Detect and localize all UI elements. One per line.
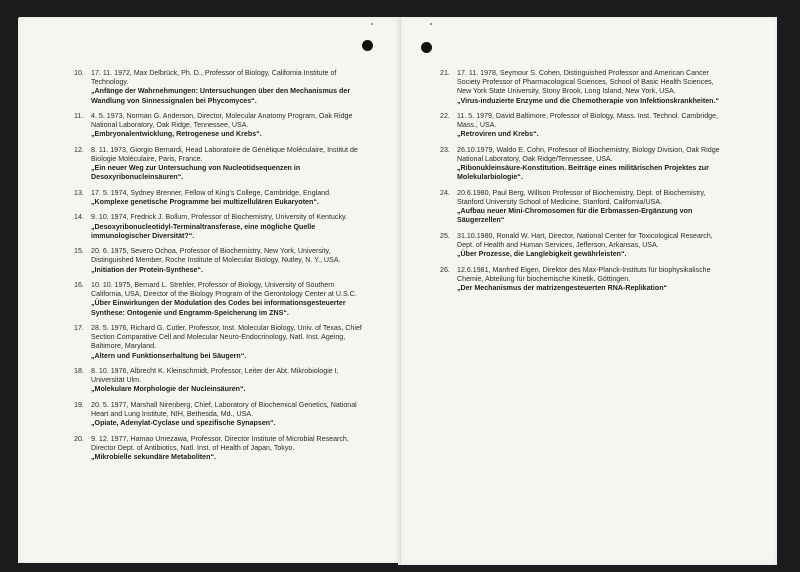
entry-title: „Initiation der Protein-Synthese“. (91, 265, 203, 274)
entry-title: „Mikrobielle sekundäre Metaboliten“. (91, 452, 216, 461)
lecture-entry (74, 367, 368, 395)
entry-text: 12.6.1981, Manfred Eigen, Direktor des Max-Planck-Instituts für biophysikalische Chemie, Abteilung für biochemische Kinetik, Göttingen. (457, 265, 711, 283)
punch-hole (421, 42, 432, 53)
entry-number: 24. (440, 188, 450, 197)
lecture-entry (440, 232, 724, 260)
page-fold (398, 17, 401, 565)
entry-number: 18. (74, 366, 84, 375)
entry-title: „Über Einwirkungen der Modulation des Codes bei informationsgesteuerter Synthese: Ontogenie und Engramm-Speicherung im ZNS“. (91, 299, 346, 317)
lecture-entry (74, 281, 368, 318)
lecture-entry (440, 69, 724, 106)
entry-title: „Opiate, Adenylat-Cyclase und spezifische Synapsen“. (91, 419, 276, 428)
entry-number: 16. (74, 280, 84, 289)
entry-title: „Der Mechanismus der matrizengesteuerten RNA-Replikation“ (457, 284, 668, 292)
lecture-entry (440, 266, 724, 294)
entry-title: „Über Prozesse, die Langlebigkeit gewährleisten“. (457, 250, 627, 259)
entry-number: 13. (74, 188, 84, 197)
entry-text: 20.6.1980, Paul Berg, Willson Professor of Biochemistry, Dept. of Biochemistry, Stanford University School of Medicine, Stanford, California/USA. (457, 188, 706, 206)
entry-number: 12. (74, 145, 84, 154)
entry-number: 11. (74, 112, 84, 120)
lecture-entry (74, 146, 368, 183)
left-column (74, 69, 368, 468)
lecture-entry (74, 247, 368, 275)
entry-text: 9. 12. 1977, Hamao Umezawa, Professor, Director Institute of Microbial Research, Director Dept. of Antibiotics, Natl. Inst. of Health of Japan, Tokyo. (91, 434, 349, 452)
entry-text: 8. 11. 1973, Giorgio Bernardi, Head Laboratoire de Génétique Moléculaire, Institut de Biologie Moléculaire, Paris, France. (91, 145, 358, 163)
entry-title: „Komplexe genetische Programme bei multizellulären Eukaryoten“. (91, 198, 319, 206)
entry-text: 8. 10. 1976, Albrecht K. Kleinschmidt, Professor, Leiter der Abt. Mikrobiologie I, Universität Ulm. (91, 366, 339, 385)
entry-title: „Molekulare Morphologie der Nucleinsäuren“. (91, 385, 246, 394)
lecture-entry (74, 189, 368, 207)
entry-text: 17. 11. 1972, Max Delbrück, Ph. D., Professor of Biology, California Institute of Technology. (91, 69, 337, 87)
entry-number: 17. (74, 323, 84, 332)
entry-text: 20. 5. 1977, Marshall Nirenberg, Chief, Laboratory of Biochemical Genetics, National Heart and Lung Institute, NIH, Bethesda, Md., USA. (91, 400, 357, 418)
lecture-entry (74, 112, 368, 140)
entry-title: „Ein neuer Weg zur Untersuchung von Nucleotidsequenzen in Desoxyribonucleinsäuren“. (91, 164, 301, 182)
entry-text: 20. 6. 1975, Severo Ochoa, Professor of Biochemistry, New York, University, Distinguished Member, Roche Institute of Molecular Biology, Nutley, N. Y., USA. (91, 247, 341, 265)
entry-number: 26. (440, 265, 450, 274)
entry-number: 23. (440, 145, 450, 154)
entry-title: „Ribonukleinsäure-Konstitution. Beiträge eines militärischen Projektes zur Molekularbiologie“. (457, 164, 709, 182)
entry-text: 31.10.1980, Ronald W. Hart, Director, National Center for Toxicological Research, Dept. of Health and Human Services, Jefferson, Arkansas, USA. (457, 231, 713, 249)
entry-number: 19. (74, 400, 84, 409)
lecture-entry (74, 324, 368, 361)
entry-title: „Aufbau neuer Mini-Chromosomen für die Erbmassen-Ergänzung von Säugerzellen“ (457, 207, 693, 225)
entry-title: „Retroviren und Krebs“. (457, 130, 539, 139)
entry-number: 22. (440, 112, 450, 120)
lecture-entry (74, 435, 368, 463)
paper-speck (430, 23, 432, 25)
entry-text: 17. 5. 1974, Sydney Brenner, Fellow of King’s College, Cambridge, England. (91, 188, 332, 197)
entry-number: 10. (74, 69, 84, 77)
entry-text: 10. 10. 1975, Bernard L. Strehler, Professor of Biology, University of Southern California, USA, Director of the Biology Program of the Gerontology Center at U.S.C. (91, 280, 357, 299)
entry-text: 28. 5. 1976, Richard G. Cutler, Professor, Inst. Molecular Biology, Univ. of Texas, Chief Section Comparative Cell and Molecular Neuro-Endocrinology, Natl. Inst. Ageing, Baltimore, Maryland. (91, 323, 362, 351)
lecture-entry (74, 401, 368, 429)
lecture-entry (440, 189, 724, 226)
entry-number: 14. (74, 213, 84, 222)
entry-text: 17. 11. 1978, Seymour S. Cohen, Distinguished Professor and American Cancer Society Professor of Pharmacological Sciences, School of Basic Health Sciences, New York State University, Stony Brook, Long Island, New York, USA. (457, 69, 714, 96)
entry-number: 20. (74, 434, 84, 443)
entry-title: „Altern und Funktionserhaltung bei Säugern“. (91, 351, 247, 360)
lecture-entry (74, 69, 368, 106)
paper-speck (371, 23, 373, 25)
entry-number: 15. (74, 247, 84, 256)
entry-text: 4. 5. 1973, Norman G. Anderson, Director, Molecular Anatomy Program, Oak Ridge National Laboratory, Oak Ridge, Tennessee, USA. (91, 112, 353, 130)
lecture-entry (440, 112, 724, 140)
entry-number: 21. (440, 69, 450, 77)
punch-hole (362, 40, 373, 51)
entry-number: 25. (440, 231, 450, 240)
entry-title: „Desoxyribonucleotidyl-Terminaltransferase, eine mögliche Quelle immunologischer Diversität?“. (91, 222, 316, 240)
entry-text: 26.10.1979, Waldo E. Cohn, Professor of Biochemistry, Biology Division, Oak Ridge National Laboratory, Oak Ridge/Tennessee, USA. (457, 145, 720, 163)
entry-text: 9. 10. 1974, Fredrick J. Bollum, Professor of Biochemistry, University of Kentucky. (91, 213, 347, 222)
entry-title: „Embryonalentwicklung, Retrogenese und Krebs“. (91, 130, 262, 139)
entry-title: „Virus-induzierte Enzyme und die Chemotherapie von Infektionskrankheiten.“ (457, 96, 719, 105)
right-column (440, 69, 724, 299)
lecture-entry (74, 213, 368, 241)
lecture-entry (440, 146, 724, 183)
entry-text: 11. 5. 1979, David Baltimore, Professor of Biology, Mass. Inst. Technol. Cambridge, Mass., USA. (457, 112, 719, 130)
entry-title: „Anfänge der Wahrnehmungen: Untersuchungen über den Mechanismus der Wandlung von Sinnessignalen bei Phycomyces“. (91, 87, 351, 105)
